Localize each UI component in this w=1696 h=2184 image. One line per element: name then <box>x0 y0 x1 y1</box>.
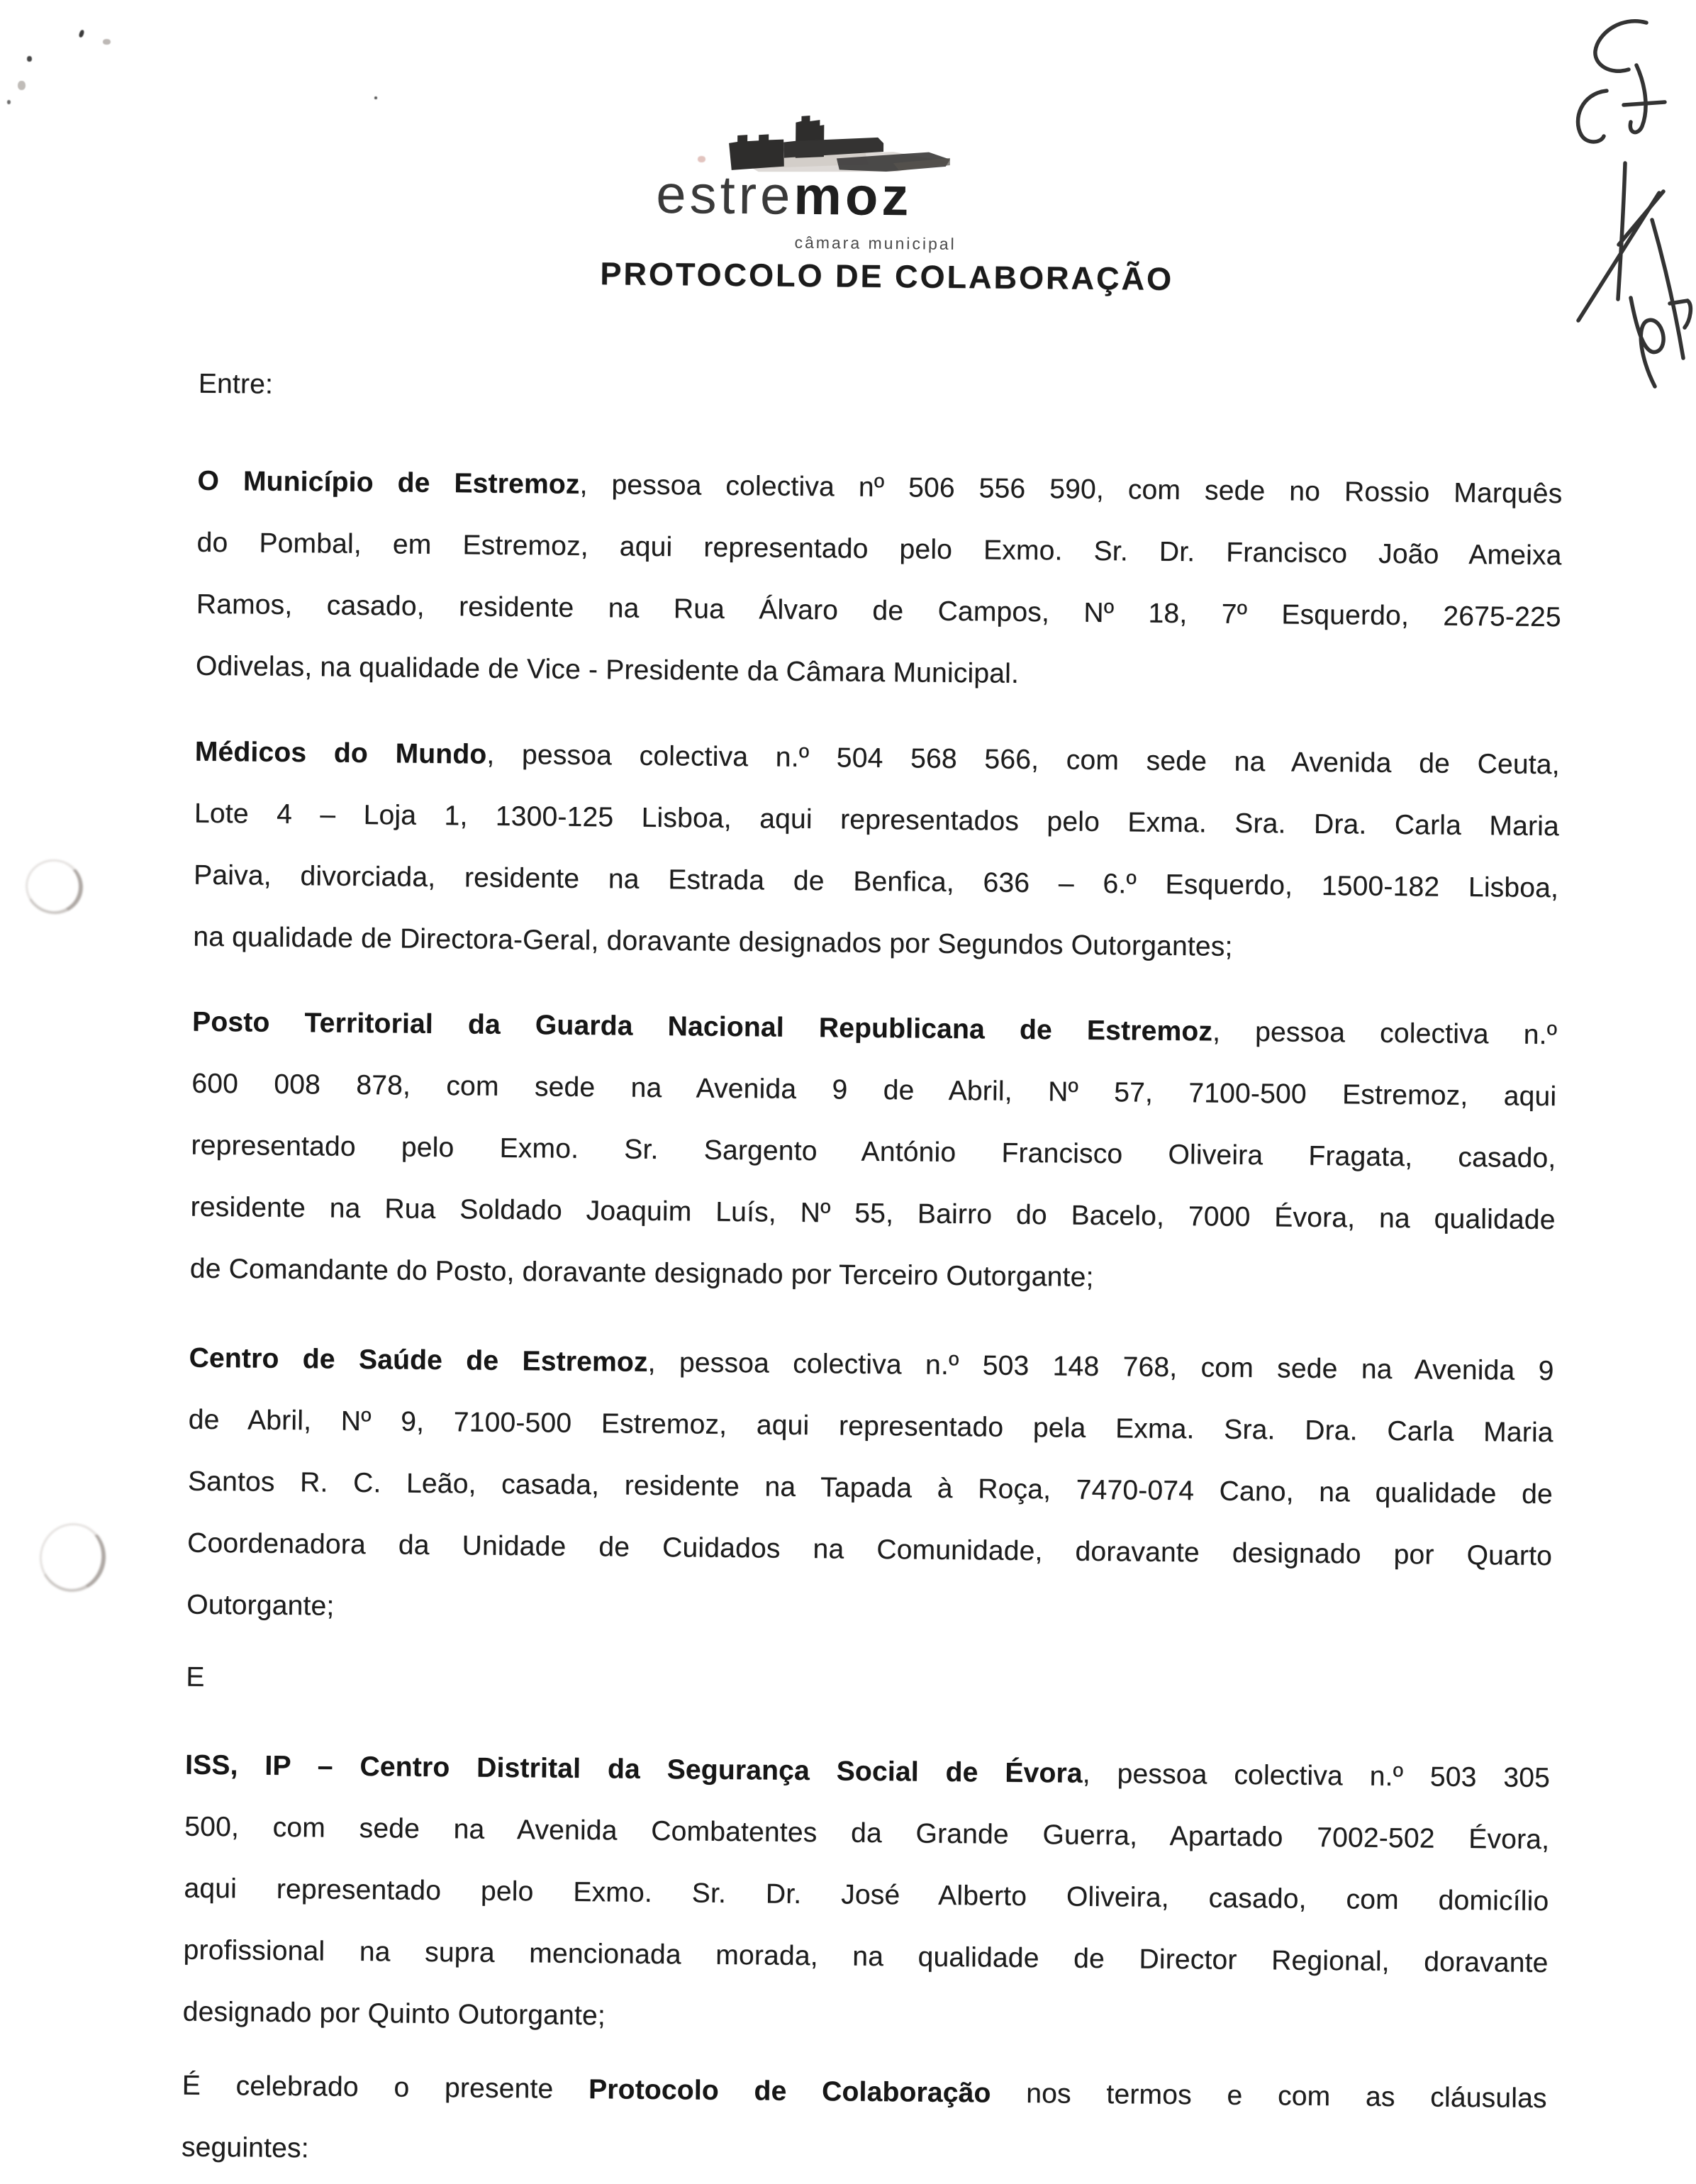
paragraph-line <box>187 1512 1553 1587</box>
scan-speck <box>698 156 705 162</box>
logo-tagline: câmara municipal <box>794 233 956 253</box>
line-text-regular: residente na Rua Soldado Joaquim Luís, Nº 55, Bairro do Bacelo, 7000 Évora, na qualidade <box>190 1191 1556 1236</box>
line-text-regular: aqui representado pelo Exmo. Sr. Dr. José Alberto Oliveira, casado, com domicílio <box>184 1873 1549 1917</box>
line-text-regular: designado por Quinto Outorgante; <box>182 1996 606 2032</box>
paragraph-line <box>182 2055 1547 2129</box>
line-text-bold: Posto Territorial da Guarda Nacional Republicana de Estremoz <box>191 1006 1213 1047</box>
scan-speck <box>374 96 377 99</box>
paragraph <box>198 353 1563 428</box>
paragraph <box>182 1734 1550 2056</box>
line-text-regular: , pessoa colectiva n.º <box>1212 1016 1558 1051</box>
document-title: PROTOCOLO DE COLABORAÇÃO <box>600 255 1174 297</box>
scan-speck <box>18 81 26 90</box>
paragraph <box>182 2055 1548 2184</box>
paragraph-line <box>193 906 1558 981</box>
line-text-bold: Protocolo de Colaboração <box>588 2074 991 2109</box>
paragraph-line <box>182 1981 1548 2056</box>
line-text-regular: Entre: <box>198 368 274 400</box>
paragraph <box>186 1327 1554 1649</box>
line-text-regular: profissional na supra mencionada morada, na qualidade de Director Regional, doravante <box>183 1934 1549 1979</box>
line-text-bold: Centro de Saúde de Estremoz <box>189 1342 648 1378</box>
paragraph <box>193 721 1560 981</box>
line-text-regular: Odivelas, na qualidade de Vice - Presidente da Câmara Municipal. <box>195 650 1020 689</box>
line-text-bold: O Município de Estremoz <box>197 465 580 500</box>
line-text-regular: de Comandante do Posto, doravante designado por Terceiro Outorgante; <box>189 1253 1094 1293</box>
logo-wordmark-light: estre <box>656 164 794 226</box>
line-text-bold: ISS, IP – Centro Distrital da Segurança Social de Évora <box>184 1749 1083 1789</box>
scan-speck <box>27 56 32 62</box>
line-text-regular: representado pelo Exmo. Sr. Sargento António Francisco Oliveira Fragata, casado, <box>191 1130 1556 1174</box>
line-text-regular: Lote 4 – Loja 1, 1300-125 Lisboa, aqui representados pelo Exma. Sra. Dra. Carla Maria <box>194 798 1560 842</box>
paragraph <box>186 1647 1551 1721</box>
line-text-regular: Paiva, divorciada, residente na Estrada de Benfica, 636 – 6.º Esquerdo, 1500-182 Lisboa, <box>193 859 1559 904</box>
paragraph-line <box>189 1238 1555 1313</box>
paragraph-line <box>186 1574 1552 1649</box>
line-text-regular: , pessoa colectiva n.º 503 148 768, com sede na Avenida 9 <box>647 1347 1554 1387</box>
handwritten-annotation <box>1517 0 1696 404</box>
paragraph <box>189 991 1557 1313</box>
line-text-regular: Outorgante; <box>186 1589 335 1622</box>
paragraph <box>196 450 1563 710</box>
line-text-regular: É celebrado o presente <box>182 2070 589 2105</box>
paragraph-line <box>186 1647 1551 1721</box>
logo-wordmark-bold: moz <box>793 165 913 228</box>
logo-wordmark <box>656 164 913 228</box>
line-text-regular: , pessoa colectiva nº 506 556 590, com sede no Rossio Marquês <box>579 469 1563 510</box>
scan-speck <box>103 39 111 45</box>
line-text-regular: , pessoa colectiva n.º 503 305 <box>1082 1758 1551 1794</box>
line-text-regular: Coordenadora da Unidade de Cuidados na Comunidade, doravante designado por Quarto <box>186 1527 1553 1572</box>
line-text-regular: Ramos, casado, residente na Rua Álvaro de Campos, Nº 18, 7º Esquerdo, 2675-225 <box>196 589 1561 633</box>
line-text-bold: Médicos do Mundo <box>194 736 487 770</box>
line-text-regular: 600 008 878, com sede na Avenida 9 de Abril, Nº 57, 7100-500 Estremoz, aqui <box>191 1068 1557 1113</box>
line-text-regular: de Abril, Nº 9, 7100-500 Estremoz, aqui representado pela Exma. Sra. Dra. Carla Maria <box>188 1404 1553 1449</box>
line-text-regular: do Pombal, em Estremoz, aqui representado pelo Exmo. Sr. Dr. Francisco João Ameixa <box>196 527 1562 572</box>
line-text-regular: , pessoa colectiva n.º 504 568 566, com sede na Avenida de Ceuta, <box>486 739 1560 781</box>
line-text-regular: Santos R. C. Leão, casada, residente na Tapada à Roça, 7470-074 Cano, na qualidade de <box>187 1466 1553 1510</box>
paragraph-line <box>198 353 1563 428</box>
line-text-regular: nos termos e com as cláusulas <box>991 2078 1547 2115</box>
line-text-regular: seguintes: <box>181 2132 309 2164</box>
scan-speck <box>7 100 11 104</box>
line-text-regular: 500, com sede na Avenida Combatentes da Grande Guerra, Apartado 7002-502 Évora, <box>184 1811 1550 1856</box>
paragraph-line <box>196 635 1561 710</box>
line-text-regular: E <box>186 1661 205 1693</box>
line-text-regular: na qualidade de Directora-Geral, doravante designados por Segundos Outorgantes; <box>193 921 1233 962</box>
